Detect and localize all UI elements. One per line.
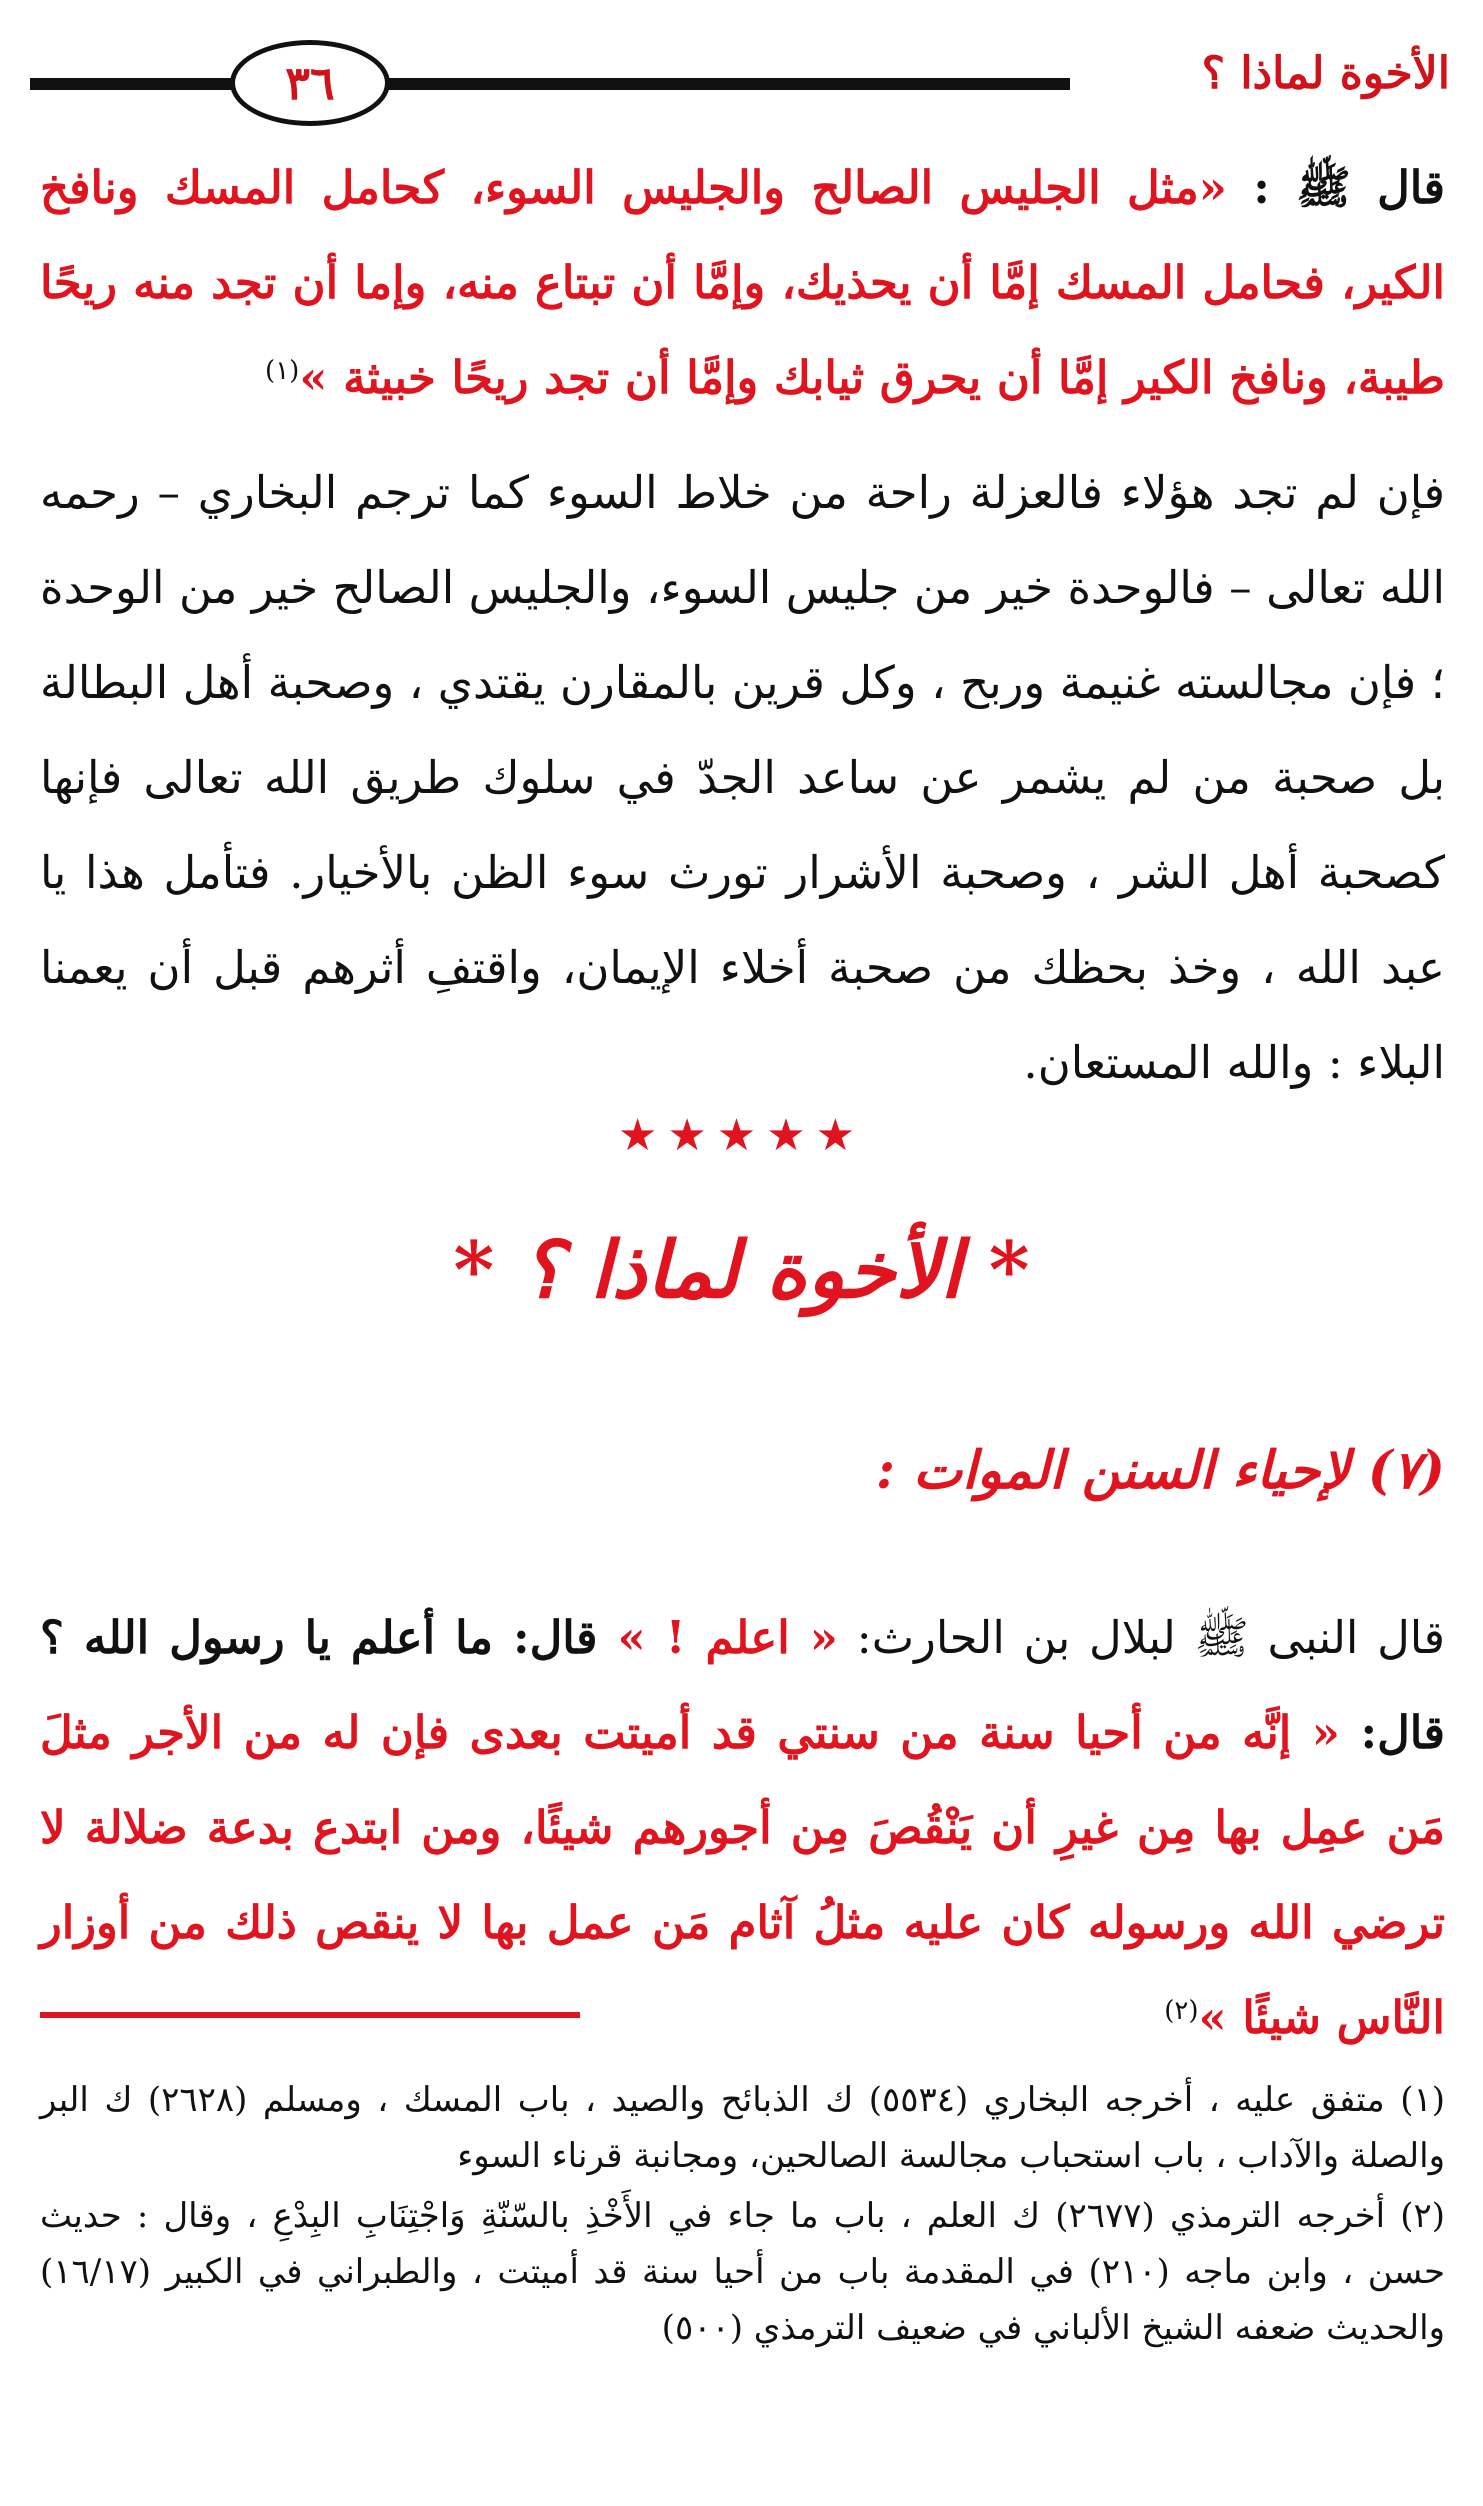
hadith-2	[40, 1590, 1445, 2065]
hadith-1	[40, 140, 1445, 425]
running-title: الأخوة لماذا ؟	[1188, 48, 1450, 99]
hadith-2-reply: قال: ما أعلم يا رسول الله ؟ قال:	[40, 1611, 1445, 1759]
footnote-marker-2: (٢)	[1164, 1996, 1199, 2026]
footnote-divider	[40, 2012, 580, 2018]
section-title: * الأخوة لماذا ؟ *	[453, 1225, 1030, 1316]
separator-stars: ★★★★★	[617, 1110, 866, 1161]
header-rule-left	[30, 78, 240, 90]
sub-heading: (٧) لإحياء السنن الموات :	[875, 1440, 1445, 1501]
hadith-2-text: « إنَّه من أحيا سنة من سنتي قد أميتت بعدى فإن له من الأجر مثلَ مَن عمِل بها مِن غيرِ أن يَنْقُصَ مِن أجورهم شيئًا، ومن ابتدع بدعة ضلالة لا ترضي الله ورسوله كان عليه مثلُ آثام مَن عمل بها لا ينقص ذلك من أوزار النَّاس شيئًا »	[40, 1706, 1445, 2044]
page-header	[30, 38, 1450, 128]
hadith-2-quote: « اعلم ! »	[617, 1611, 838, 1664]
footnote-marker-1: (١)	[265, 356, 300, 386]
hadith-2-intro: قال النبى ﷺ لبلال بن الحارث:	[837, 1611, 1446, 1664]
footnotes	[40, 2072, 1445, 2360]
footnote-2: (٢) أخرجه الترمذي (٢٦٧٧) ك العلم ، باب ما جاء في الأَخْذِ بالسّنّةِ وَاجْتِنَابِ البِدْعِ ، وقال : حديث حسن ، وابن ماجه (٢١٠) في المقدمة باب من أحيا سنة قد أميتت ، والطبراني في الكبير (١٦/١٧) والحديث ضعفه الشيخ الألباني في ضعيف الترمذي (٥٠٠)	[40, 2196, 1446, 2348]
hadith-1-intro: قال ﷺ :	[1226, 161, 1446, 214]
paragraph-1: فإن لم تجد هؤلاء فالعزلة راحة من خلاط السوء كما ترجم البخاري – رحمه الله تعالى – فالوحدة خير من جليس السوء، والجليس الصالح خير من الوحدة ؛ فإن مجالسته غنيمة وربح ، وكل قرين بالمقارن يقتدي ، وصحبة أهل البطالة بل صحبة من لم يشمر عن ساعد الجدّ في سلوك طريق الله تعالى فإنها كصحبة أهل الشر ، وصحبة الأشرار تورث سوء الظن بالأخيار. فتأمل هذا يا عبد الله ، وخذ بحظك من صحبة أخلاء الإيمان، واقتفِ أثرهم قبل أن يعمنا البلاء : والله المستعان.	[40, 466, 1445, 1089]
hadith-1-text: «مثل الجليس الصالح والجليس السوء، كحامل المسك ونافخ الكير، فحامل المسك إمَّا أن يحذيك، وإمَّا أن تبتاع منه، وإما أن تجد منه ريحًا طيبة، ونافخ الكير إمَّا أن يحرق ثيابك وإمَّا أن تجد ريحًا خبيثة »	[40, 161, 1445, 404]
footnote-1: (١) متفق عليه ، أخرجه البخاري (٥٥٣٤) ك الذبائح والصيد ، باب المسك ، ومسلم (٢٦٢٨) ك البر والصلة والآداب ، باب استحباب مجالسة الصالحين، ومجانبة قرناء السوء	[40, 2080, 1446, 2176]
page-number: ٣٦	[230, 40, 390, 126]
